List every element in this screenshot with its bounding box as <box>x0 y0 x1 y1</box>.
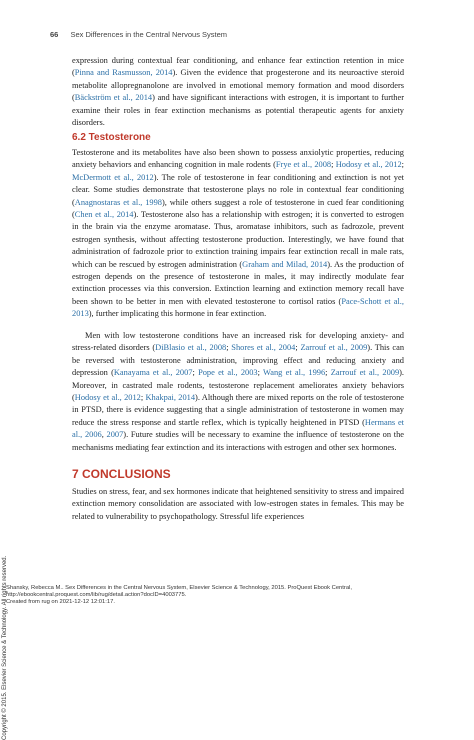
citation-link[interactable]: Khakpai, 2014 <box>145 393 196 403</box>
citation-link[interactable]: McDermott et al., 2012 <box>72 172 154 182</box>
page-number: 66 <box>50 30 59 39</box>
footer-line3: Created from rug on 2021-12-12 12:01:17. <box>6 599 115 605</box>
running-title: Sex Differences in the Central Nervous System <box>70 30 228 39</box>
citation-link[interactable]: Chen et al., 2014 <box>74 210 134 220</box>
footer-line2: http://ebookcentral.proquest.com/lib/rug/detail.action?docID=4003775. <box>6 592 187 598</box>
side-copyright: Copyright © 2015. Elsevier Science & Technology. All rights reserved. <box>2 555 8 740</box>
paragraph: Testosterone and its metabolites have also been shown to possess anxiolytic properties, reducing anxiety behaviors and enhancing cognition in male rodents (Frye et al., 2008; Hodosy et al., 2012; McDermott et al., 2012). The role of testosterone in fear conditioning and extinction is not yet clear. Some studies demonstrate that testosterone plays no role in contextual fear conditioning (Anagnostaras et al., 1998), while others suggest a role of testosterone in cued fear conditioning (Chen et al., 2014). Testosterone also has a relationship with estrogen; it is converted to estrogen in the brain via the enzyme aromatase. Thus, aromatase inhibitors, such as fadrozole, prevent estrogen synthesis, without affecting testosterone production. Interestingly, we have found that administration of fadrozole prior to extinction training impairs fear extinction recall in male rats, which can be rescued by estrogen administration (Graham and Milad, 2014). As the production of estrogen depends on the presence of testosterone in males, it may indirectly modulate fear extinction processes via this conversion. Extinction learning and extinction memory recall have been shown to be better in men with elevated testosterone to cortisol ratios (Pace-Schott et al., 2013), further implicating this hormone in fear extinction. <box>72 148 404 319</box>
citation-link[interactable]: Bäckström et al., 2014 <box>74 93 153 103</box>
citation-link[interactable]: Shores et al., 2004 <box>231 343 296 353</box>
citation-link[interactable]: Pope et al., 2003 <box>198 368 258 378</box>
citation-link[interactable]: Anagnostaras et al., 1998 <box>74 197 162 207</box>
paragraph-progesterone-end <box>72 55 404 129</box>
paragraph-conclusions <box>72 486 404 523</box>
citation-link[interactable]: Hodosy et al., 2012 <box>335 160 402 170</box>
citation-link[interactable]: Frye et al., 2008 <box>275 160 332 170</box>
citation-link[interactable]: Pace-Schott et al., 2013 <box>72 296 404 319</box>
citation-link[interactable]: Zarrouf et al., 2009 <box>300 343 368 353</box>
citation-link[interactable]: Pinna and Rasmusson, 2014 <box>74 68 173 78</box>
paragraph-testosterone <box>72 147 404 321</box>
citation-link[interactable]: Graham and Milad, 2014 <box>242 259 328 269</box>
paragraph: Men with low testosterone conditions have an increased risk for developing anxiety- and stress-related disorders (DiBlasio et al., 2008; Shores et al., 2004; Zarrouf et al., 2009). This can be reversed with testosterone administration, improving effect and reducing anxiety and depression (Kanayama et al., 2007; Pope et al., 2003; Wang et al., 1996; Zarrouf et al., 2009). Moreover, in castrated male rodents, testosterone replacement ameliorates anxiety behaviors (Hodosy et al., 2012; Khakpai, 2014). Although there are mixed reports on the role of testosterone in PTSD, there is evidence suggesting that a single administration of testosterone in women may reduce the stress response and startle reflex, which is typically heightened in PTSD (Hermans et al., 2006, 2007). Future studies will be necessary to examine the influence of testosterone on the mechanisms mediating fear extinction and its interactions with estrogen and other sex hormones. <box>72 331 405 452</box>
running-header <box>50 30 434 39</box>
paragraph: Studies on stress, fear, and sex hormones indicate that heightened sensitivity to stress and impaired extinction memory consolidation are associated with low-estrogen states in females. This may be related to vulnerability to psychopathology. Stressful life experiences <box>72 487 404 521</box>
citation-link[interactable]: Zarrouf et al., 2009 <box>330 368 400 378</box>
citation-link[interactable]: Hodosy et al., 2012 <box>74 393 141 403</box>
section-heading-testosterone: 6.2 Testosterone <box>72 132 151 143</box>
paragraph: expression during contextual fear conditioning, and enhance fear extinction retention in mice (Pinna and Rasmusson, 2014). Given the evidence that progesterone and its neuroactive steroid metabolite allopregnanolone are involved in emotional memory formation and mood disorders (Bäckström et al., 2014) and have significant interactions with estrogen, it is important to further examine their roles in fear extinction mechanisms as potential therapeutic agents for anxiety disorders. <box>72 56 405 128</box>
citation-link[interactable]: Kanayama et al., 2007 <box>113 368 193 378</box>
footer <box>6 585 466 606</box>
citation-link[interactable]: 2007 <box>106 430 124 440</box>
paragraph-men-testosterone <box>72 330 404 454</box>
citation-link[interactable]: Hermans et al., 2006 <box>72 417 404 440</box>
citation-link[interactable]: DiBlasio et al., 2008 <box>155 343 227 353</box>
footer-line1: Shansky, Rebecca M.. Sex Differences in the Central Nervous System, Elsevier Science & Technology, 2015. ProQuest Ebook Central, <box>6 585 352 591</box>
section-heading-conclusions: 7 CONCLUSIONS <box>72 467 171 481</box>
citation-link[interactable]: Wang et al., 1996 <box>263 368 326 378</box>
